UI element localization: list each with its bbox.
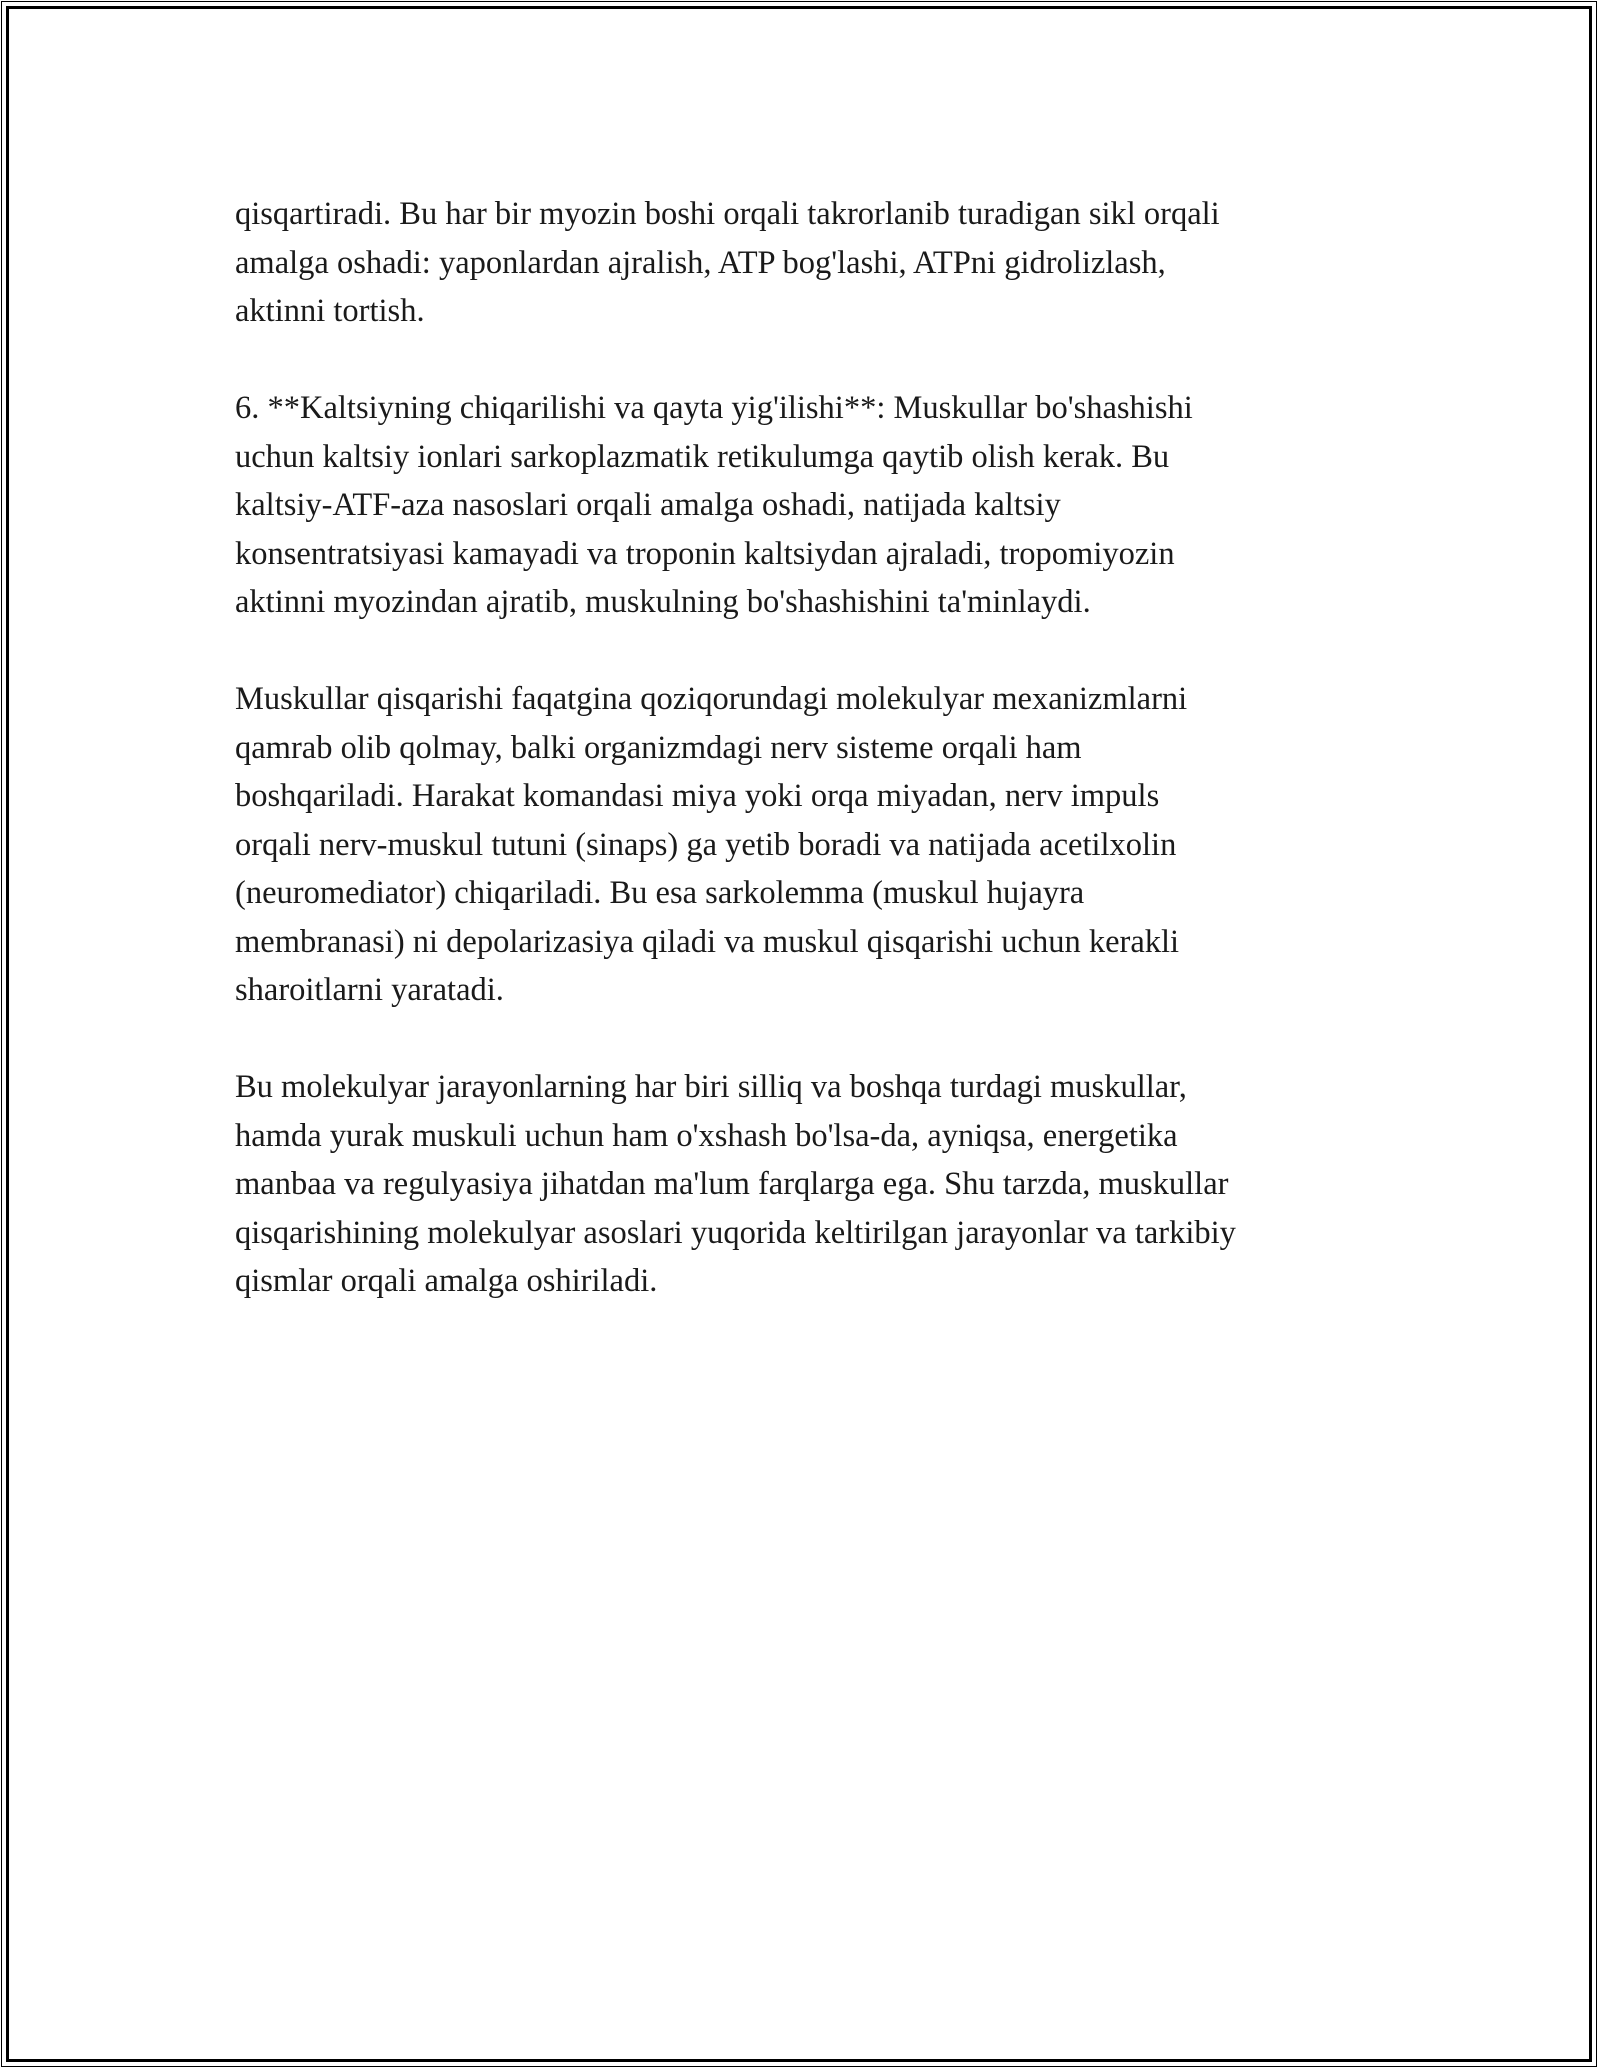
paragraph-nervous-control: Muskullar qisqarishi faqatgina qoziqorundagi molekulyar mexanizmlarni qamrab olib qolmay, balki organizmdagi nerv sisteme orqali ham boshqariladi. Harakat komandasi miya yoki orqa miyadan, nerv impuls orqali nerv-muskul tutuni (sinaps) ga yetib boradi va natijada acetilxolin (neuromediator) chiqariladi. Bu esa sarkolemma (muskul hujayra membranasi) ni depolarizasiya qiladi va muskul qisqarishi uchun kerakli sharoitlarni yaratadi. [235,681,1188,1008]
paragraph-conclusion: Bu molekulyar jarayonlarning har biri silliq va boshqa turdagi muskullar, hamda yurak muskuli uchun ham o'xshash bo'lsa-da, ayniqsa, energetika manbaa va regulyasiya jihatdan ma'lum farqlarga ega. Shu tarzda, muskullar qisqarishining molekulyar asoslari yuqorida keltirilgan jarayonlar va tarkibiy qismlar orqali amalga oshiriladi. [235,1069,1236,1299]
paragraph-calcium-release: 6. **Kaltsiyning chiqarilishi va qayta yig'ilishi**: Muskullar bo'shashishi uchun kaltsiy ionlari sarkoplazmatik retikulumga qaytib olish kerak. Bu kaltsiy-ATF-aza nasoslari orqali amalga oshadi, natijada kaltsiy konsentratsiyasi kamayadi va troponin kaltsiydan ajraladi, tropomiyozin aktinni myozindan ajratib, muskulning bo'shashishini ta'minlaydi. [235,390,1193,620]
document-body [235,190,1385,1354]
paragraph-myosin-cycle: qisqartiradi. Bu har bir myozin boshi orqali takrorlanib turadigan sikl orqali amalga oshadi: yaponlardan ajralish, ATP bog'lashi, ATPni gidrolizlash, aktinni tortish. [235,196,1220,329]
